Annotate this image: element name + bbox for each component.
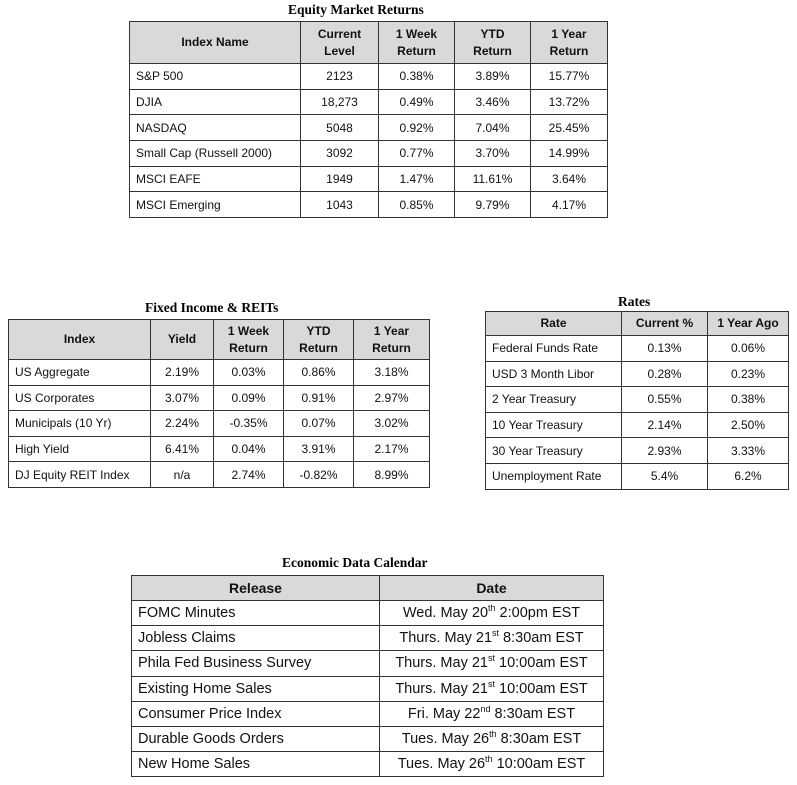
column-header: 1 Year Ago [708,312,789,336]
calendar-row [132,676,604,701]
economic-calendar-table [131,575,604,777]
table-row [130,115,608,141]
calendar-row [132,752,604,777]
cell-value: 0.03% [214,360,284,386]
cell-value: 1.47% [379,166,455,192]
row-label: 10 Year Treasury [486,412,622,438]
equity-header-row [130,22,608,64]
row-label: Municipals (10 Yr) [9,411,151,437]
cell-value: 5048 [301,115,379,141]
cell-value: 2.93% [622,438,708,464]
row-label: S&P 500 [130,64,301,90]
column-header: Yield [151,320,214,360]
row-label: DJIA [130,89,301,115]
cell-value: 0.77% [379,141,455,167]
fixed-income-rows [9,360,430,488]
column-header: 1 Year Return [354,320,430,360]
column-header: Current % [622,312,708,336]
row-label: Federal Funds Rate [486,336,622,362]
release-name: Phila Fed Business Survey [132,651,380,676]
cell-value: 3.02% [354,411,430,437]
row-label: High Yield [9,436,151,462]
release-date: Fri. May 22nd 8:30am EST [380,701,604,726]
equity-returns-table [129,21,608,218]
cell-value: 1949 [301,166,379,192]
cell-value: 7.04% [455,115,531,141]
cell-value: 2.19% [151,360,214,386]
cell-value: 8.99% [354,462,430,488]
release-name: Consumer Price Index [132,701,380,726]
table-row [486,387,789,413]
table-row [486,463,789,489]
cell-value: 11.61% [455,166,531,192]
cell-value: 2.17% [354,436,430,462]
column-header: Current Level [301,22,379,64]
cell-value: 0.23% [708,361,789,387]
release-name: Durable Goods Orders [132,726,380,751]
row-label: MSCI EAFE [130,166,301,192]
cell-value: n/a [151,462,214,488]
table-row [9,411,430,437]
cell-value: 0.38% [708,387,789,413]
table-row [130,64,608,90]
equity-rows [130,64,608,218]
cell-value: 25.45% [531,115,608,141]
table-row [486,412,789,438]
column-header: 1 Week Return [214,320,284,360]
cell-value: 0.38% [379,64,455,90]
cell-value: 3.46% [455,89,531,115]
cell-value: 0.07% [284,411,354,437]
column-header: YTD Return [284,320,354,360]
cell-value: -0.35% [214,411,284,437]
column-header: Index [9,320,151,360]
row-label: 30 Year Treasury [486,438,622,464]
cell-value: -0.82% [284,462,354,488]
cell-value: 4.17% [531,192,608,218]
table-row [130,192,608,218]
cell-value: 5.4% [622,463,708,489]
cell-value: 15.77% [531,64,608,90]
calendar-title: Economic Data Calendar [282,555,428,570]
table-row [9,360,430,386]
calendar-row [132,601,604,626]
column-header: 1 Week Return [379,22,455,64]
release-name: Existing Home Sales [132,676,380,701]
row-label: 2 Year Treasury [486,387,622,413]
cell-value: 2.24% [151,411,214,437]
cell-value: 6.41% [151,436,214,462]
rates-rows [486,336,789,490]
cell-value: 3.91% [284,436,354,462]
rates-header-row [486,312,789,336]
cell-value: 3.89% [455,64,531,90]
cell-value: 1043 [301,192,379,218]
cell-value: 2.74% [214,462,284,488]
cell-value: 9.79% [455,192,531,218]
release-name: New Home Sales [132,752,380,777]
row-label: Small Cap (Russell 2000) [130,141,301,167]
cell-value: 3.18% [354,360,430,386]
calendar-row [132,701,604,726]
table-row [486,438,789,464]
cell-value: 14.99% [531,141,608,167]
column-header: Index Name [130,22,301,64]
row-label: NASDAQ [130,115,301,141]
column-header: Rate [486,312,622,336]
release-date: Thurs. May 21st 8:30am EST [380,626,604,651]
cell-value: 0.49% [379,89,455,115]
cell-value: 0.06% [708,336,789,362]
cell-value: 0.92% [379,115,455,141]
table-row [130,141,608,167]
release-date: Tues. May 26th 10:00am EST [380,752,604,777]
table-row [9,436,430,462]
fixed-income-table [8,319,430,488]
fixed-income-title: Fixed Income & REITs [145,300,279,315]
row-label: Unemployment Rate [486,463,622,489]
row-label: DJ Equity REIT Index [9,462,151,488]
row-label: USD 3 Month Libor [486,361,622,387]
column-header: 1 Year Return [531,22,608,64]
column-header: YTD Return [455,22,531,64]
table-row [9,462,430,488]
cell-value: 2123 [301,64,379,90]
table-row [486,336,789,362]
table-row [9,385,430,411]
cell-value: 0.13% [622,336,708,362]
cell-value: 0.86% [284,360,354,386]
cell-value: 3.64% [531,166,608,192]
cell-value: 3.07% [151,385,214,411]
cell-value: 0.04% [214,436,284,462]
table-row [130,89,608,115]
cell-value: 18,273 [301,89,379,115]
cell-value: 0.85% [379,192,455,218]
release-date: Wed. May 20th 2:00pm EST [380,601,604,626]
release-date: Thurs. May 21st 10:00am EST [380,651,604,676]
release-name: Jobless Claims [132,626,380,651]
column-header: Date [380,576,604,601]
calendar-row [132,726,604,751]
row-label: MSCI Emerging [130,192,301,218]
cell-value: 3092 [301,141,379,167]
table-row [486,361,789,387]
release-name: FOMC Minutes [132,601,380,626]
calendar-rows [132,601,604,777]
column-header: Release [132,576,380,601]
row-label: US Aggregate [9,360,151,386]
row-label: US Corporates [9,385,151,411]
cell-value: 0.09% [214,385,284,411]
calendar-row [132,626,604,651]
cell-value: 13.72% [531,89,608,115]
table-row [130,166,608,192]
calendar-header-row [132,576,604,601]
cell-value: 0.91% [284,385,354,411]
cell-value: 2.14% [622,412,708,438]
cell-value: 6.2% [708,463,789,489]
cell-value: 0.55% [622,387,708,413]
equity-title: Equity Market Returns [288,2,424,17]
release-date: Thurs. May 21st 10:00am EST [380,676,604,701]
cell-value: 3.33% [708,438,789,464]
cell-value: 2.97% [354,385,430,411]
rates-title: Rates [618,294,651,309]
cell-value: 0.28% [622,361,708,387]
calendar-row [132,651,604,676]
cell-value: 3.70% [455,141,531,167]
release-date: Tues. May 26th 8:30am EST [380,726,604,751]
fixed-income-header-row [9,320,430,360]
cell-value: 2.50% [708,412,789,438]
rates-table [485,311,789,490]
